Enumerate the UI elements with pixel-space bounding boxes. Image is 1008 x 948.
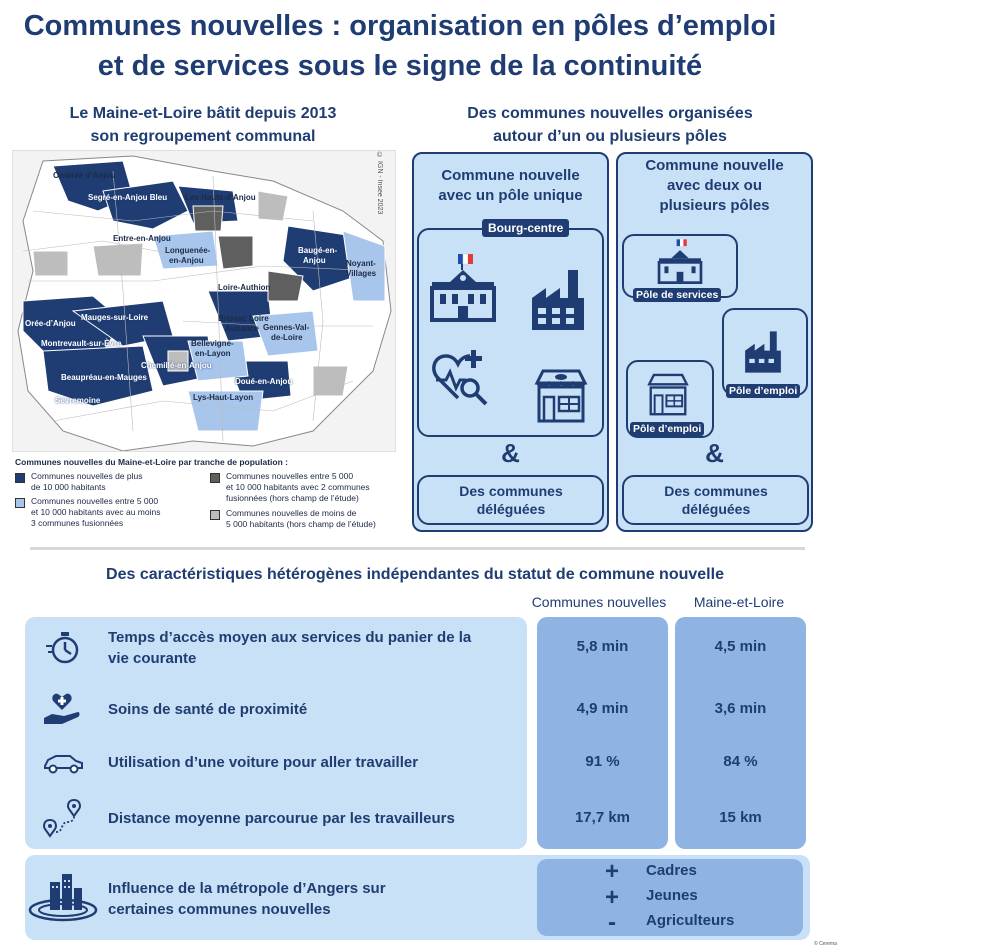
map-label-oree: Orée-d’Anjou xyxy=(25,319,76,328)
plus-sign-jeunes: + xyxy=(604,884,619,911)
bourg-centre-tag: Bourg-centre xyxy=(482,219,569,237)
delegated-communes-right: Des communes déléguées xyxy=(664,483,768,517)
value-cn-commute-distance: 17,7 km xyxy=(574,809,631,826)
department-map xyxy=(12,150,396,452)
footer-credit: © Cerema xyxy=(814,941,837,947)
value-ml-car-usage: 84 % xyxy=(723,753,758,770)
delegated-communes-left: Des communes déléguées xyxy=(459,483,563,517)
minus-sign-agriculteurs: - xyxy=(608,909,616,936)
row-label-healthcare: Soins de santé de proximité xyxy=(108,701,308,718)
map-label-sevremoine: Sèvremoine xyxy=(55,396,101,405)
map-label-entre: Entre-en-Anjou xyxy=(113,234,171,243)
map-label-montrevault: Montrevault-sur-Èvre xyxy=(41,339,122,348)
bakery-shop-icon xyxy=(646,370,690,416)
row-label-car-usage: Utilisation d’une voiture pour aller travailler xyxy=(108,754,419,771)
legend-item-dark-grey: Communes nouvelles entre 5 000 et 10 000 habitants avec 2 communes fusionnées (hors champ de l’étude) xyxy=(210,471,400,507)
single-pole-heading: Commune nouvelle avec un pôle unique xyxy=(438,167,583,204)
legend-swatch xyxy=(210,510,220,520)
map-label-mauges: Mauges-sur-Loire xyxy=(81,313,149,322)
map-label-beaupreau: Beaupréau-en-Mauges xyxy=(61,373,147,382)
map-label-noyant-1: Noyant- xyxy=(346,259,376,268)
town-hall-icon xyxy=(428,252,498,324)
map-label-lys: Lys-Haut-Layon xyxy=(193,393,254,402)
influence-cadres: Cadres xyxy=(646,862,697,879)
page-title-line-2: et de services sous le signe de la continuité xyxy=(97,50,703,82)
ampersand-left: & xyxy=(501,438,520,468)
map-region xyxy=(258,191,288,221)
map-region xyxy=(33,251,68,276)
stopwatch-icon xyxy=(46,630,80,666)
legend-swatch xyxy=(15,498,25,508)
map-label-segre: Segré-en-Anjou Bleu xyxy=(88,193,168,202)
value-ml-access-time: 4,5 min xyxy=(714,638,767,655)
map-label-bauge-1: Baugé-en- xyxy=(298,246,338,255)
section-divider xyxy=(30,547,805,550)
map-region xyxy=(193,206,223,231)
characteristics-title: Des caractéristiques hétérogènes indépendantes du statut de commune nouvelle xyxy=(106,566,724,583)
map-label-doue: Doué-en-Anjou xyxy=(235,377,293,386)
ampersand-right: & xyxy=(705,438,724,468)
value-cn-healthcare: 4,9 min xyxy=(576,700,629,717)
value-ml-healthcare: 3,6 min xyxy=(714,700,767,717)
employment-pole-tag-1: Pôle d’emploi xyxy=(726,384,800,398)
employment-pole-tag-2: Pôle d’emploi xyxy=(630,422,704,436)
map-region xyxy=(218,236,253,269)
map-label-loire: Loire-Authion xyxy=(218,283,271,292)
town-hall-icon xyxy=(656,238,704,284)
factory-icon xyxy=(742,330,784,374)
map-section-title xyxy=(12,102,394,148)
row-label-access-time: Temps d’accès moyen aux services du panier de la vie courante xyxy=(108,629,472,667)
influence-agriculteurs: Agriculteurs xyxy=(646,912,735,929)
multi-pole-heading: Commune nouvelle avec deux ou plusieurs pôles xyxy=(645,157,784,214)
health-heart-icon xyxy=(430,348,490,408)
poles-title-line-1: Des communes nouvelles organisées xyxy=(467,105,753,122)
legend-item-light-grey: Communes nouvelles de moins de 5 000 habitants (hors champ de l’étude) xyxy=(210,508,400,534)
legend-swatch xyxy=(15,473,25,483)
influence-label: Influence de la métropole d’Angers sur certaines communes nouvelles xyxy=(108,880,386,918)
metropolis-city-icon xyxy=(28,872,98,922)
page-title xyxy=(0,6,800,86)
column-header-maine-et-loire: Maine-et-Loire xyxy=(693,594,785,610)
poles-section-title xyxy=(410,102,810,148)
map-label-brissac-2: Aubance xyxy=(225,324,259,333)
column-header-communes-nouvelles: Communes nouvelles xyxy=(531,594,667,610)
plus-sign-cadres: + xyxy=(604,858,619,885)
car-icon xyxy=(42,752,84,774)
map-label-brissac-1: Brissac Loire xyxy=(218,314,269,323)
services-pole-tag: Pôle de services xyxy=(633,288,721,302)
map-label-ombree: Ombrée d’Anjou xyxy=(53,171,116,180)
map-label-bellevigne-1: Bellevigne- xyxy=(191,339,234,348)
legend-item-dark-blue: Communes nouvelles de plus de 10 000 habitants xyxy=(15,471,205,501)
legend-title: Communes nouvelles du Maine-et-Loire par tranche de population : xyxy=(15,457,288,467)
map-region xyxy=(93,243,143,276)
legend-item-light-blue: Communes nouvelles entre 5 000 et 10 000 habitants avec au moins 3 communes fusionnées xyxy=(15,496,205,532)
page-title-line-1: Communes nouvelles : organisation en pôles d’emploi xyxy=(23,10,777,42)
influence-jeunes: Jeunes xyxy=(646,887,698,904)
legend-swatch xyxy=(210,473,220,483)
map-title-line-2: son regroupement communal xyxy=(90,128,316,145)
map-label-gennes-1: Gennes-Val- xyxy=(263,323,310,332)
care-hand-heart-icon xyxy=(42,690,82,728)
value-cn-car-usage: 91 % xyxy=(585,753,620,770)
factory-icon xyxy=(528,268,588,332)
map-label-longuenee-2: en-Anjou xyxy=(169,256,204,265)
route-pins-icon xyxy=(42,798,82,838)
map-label-bellevigne-2: en-Layon xyxy=(195,349,231,358)
value-ml-commute-distance: 15 km xyxy=(719,809,762,826)
map-label-chemille: Chemillé-en-Anjou xyxy=(141,361,212,370)
map-label-hauts: Les Hauts-d’Anjou xyxy=(185,193,256,202)
map-label-longuenee-1: Longuenée- xyxy=(165,246,211,255)
value-cn-access-time: 5,8 min xyxy=(576,638,629,655)
poles-title-line-2: autour d’un ou plusieurs pôles xyxy=(493,128,727,145)
map-credit: © IGN - Insee 2023 xyxy=(376,152,383,215)
row-label-commute-distance: Distance moyenne parcourue par les travailleurs xyxy=(108,810,455,827)
map-label-noyant-2: Villages xyxy=(346,269,377,278)
bakery-shop-icon xyxy=(533,365,589,423)
map-label-gennes-2: de-Loire xyxy=(271,333,303,342)
map-title-line-1: Le Maine-et-Loire bâtit depuis 2013 xyxy=(69,105,337,122)
map-region xyxy=(268,271,303,301)
map-label-bauge-2: Anjou xyxy=(303,256,326,265)
